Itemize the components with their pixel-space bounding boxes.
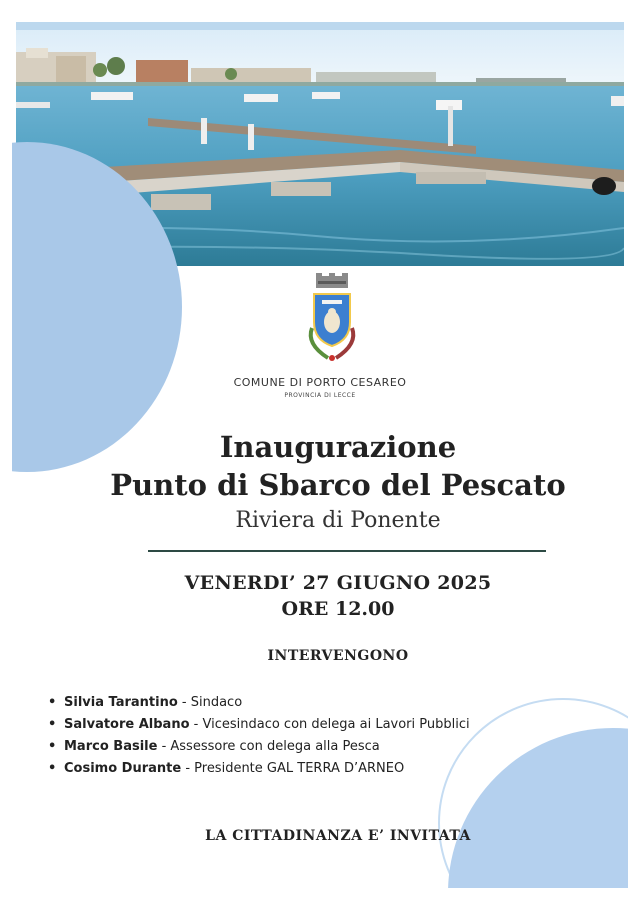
speakers-list xyxy=(48,692,608,780)
bullet-icon: • xyxy=(48,717,57,732)
speaker-role: - Sindaco xyxy=(177,695,243,710)
municipality-name: COMUNE DI PORTO CESAREO xyxy=(233,376,407,389)
bullet-icon: • xyxy=(48,739,57,754)
event-title-line2: Punto di Sbarco del Pescato xyxy=(110,468,566,502)
speakers-heading: INTERVENGONO xyxy=(267,648,409,664)
speaker-item xyxy=(48,714,608,736)
speaker-name: Marco Basile xyxy=(64,739,158,754)
divider-line xyxy=(148,550,546,552)
bullet-icon: • xyxy=(48,761,57,776)
province-name: PROVINCIA DI LECCE xyxy=(284,392,356,399)
speaker-item xyxy=(48,692,608,714)
bullet-icon: • xyxy=(48,695,57,710)
poster-content xyxy=(12,266,628,888)
event-date: VENERDI’ 27 GIUGNO 2025 xyxy=(184,572,492,594)
poster xyxy=(12,12,628,888)
event-title-line1: Inaugurazione xyxy=(219,430,457,464)
speaker-name: Silvia Tarantino xyxy=(64,695,178,710)
event-location: Riviera di Ponente xyxy=(235,508,441,533)
invitation-closing: LA CITTADINANZA E’ INVITATA xyxy=(205,828,471,844)
speaker-role: - Assessore con delega alla Pesca xyxy=(157,739,380,754)
speaker-item xyxy=(48,736,608,758)
speaker-role: - Presidente GAL TERRA D’ARNEO xyxy=(181,761,405,776)
speaker-item xyxy=(48,758,608,780)
event-time: ORE 12.00 xyxy=(281,598,395,620)
speaker-name: Cosimo Durante xyxy=(64,761,182,776)
speaker-name: Salvatore Albano xyxy=(64,717,190,732)
speaker-role: - Vicesindaco con delega ai Lavori Pubblici xyxy=(189,717,470,732)
municipal-coat-of-arms-logo xyxy=(298,272,366,368)
